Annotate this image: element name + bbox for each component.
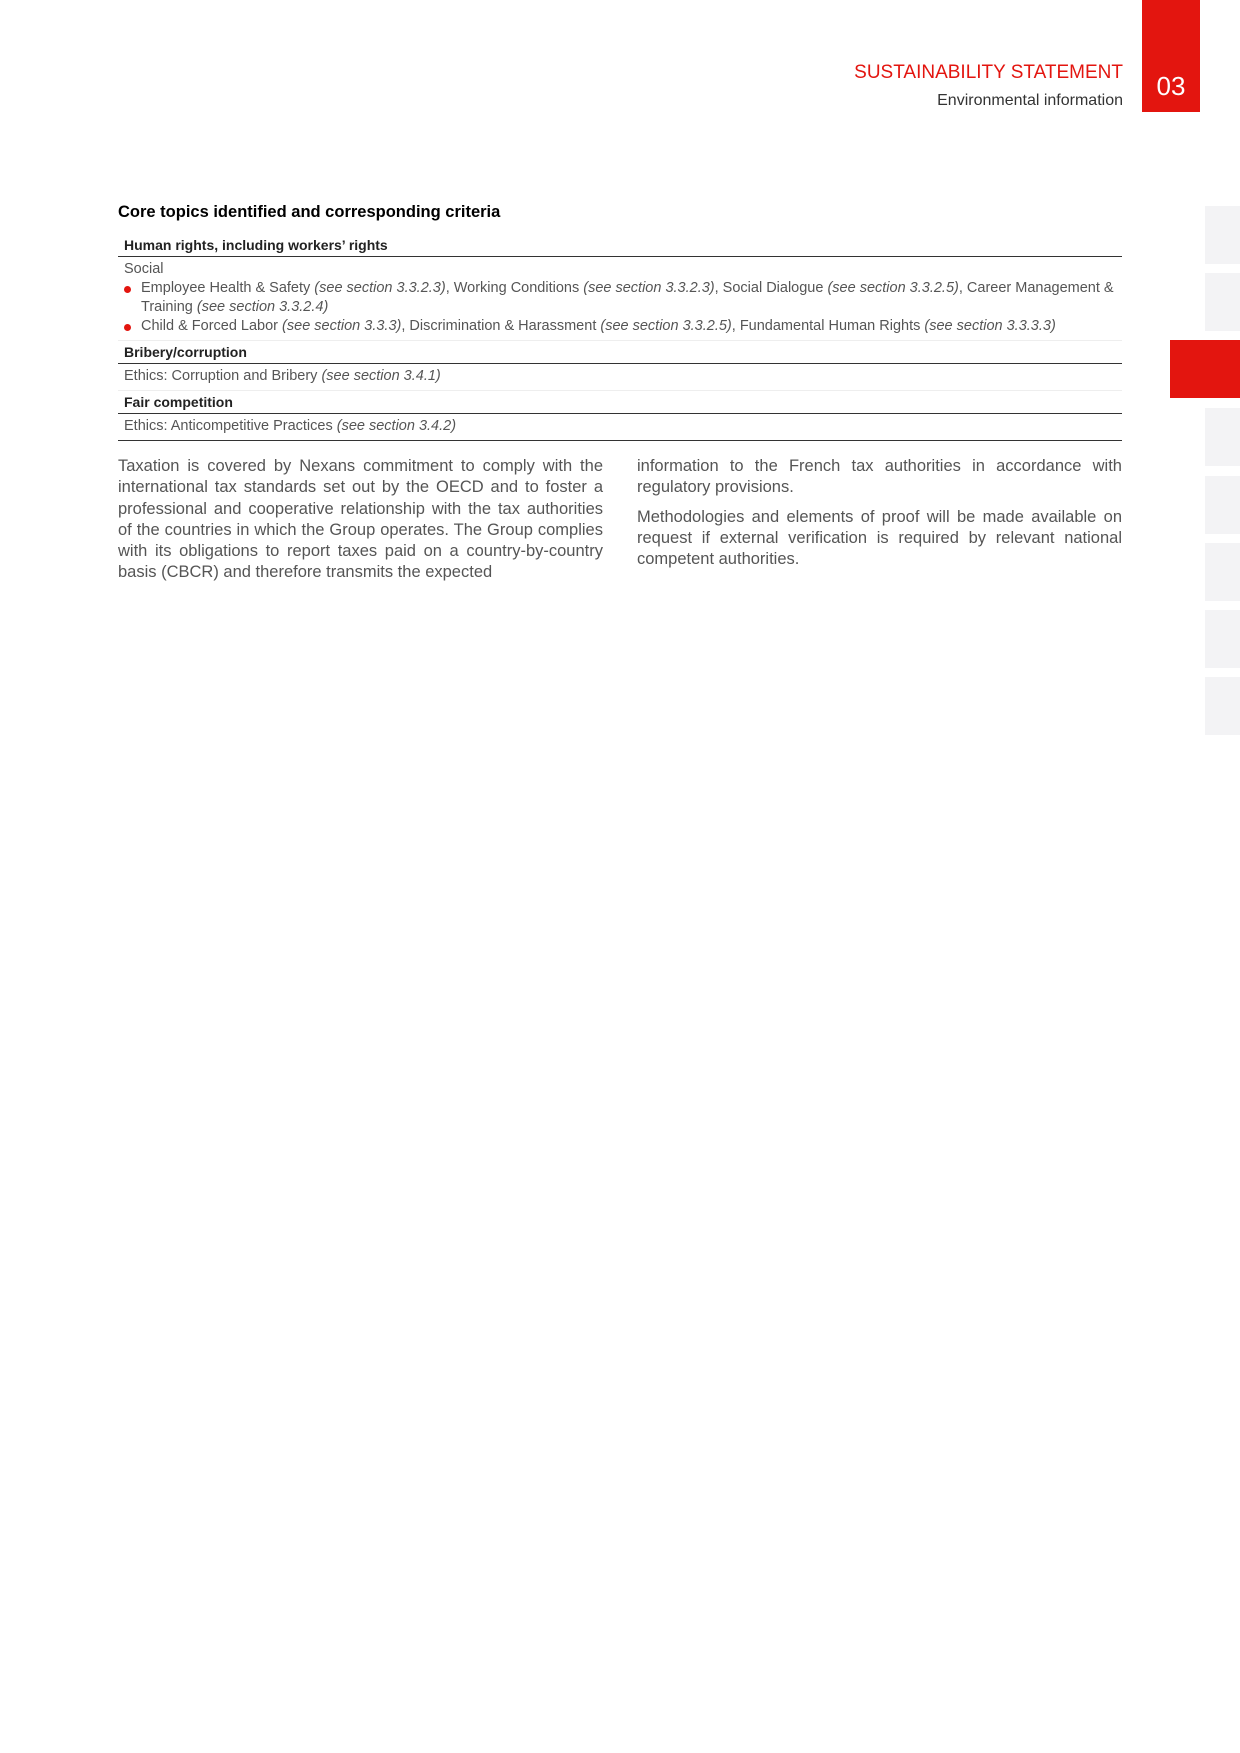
topic-text: Ethics: Anticompetitive Practices [124,418,337,434]
header-subtitle: Environmental information [937,92,1123,109]
section-title: Core topics identified and corresponding criteria [118,203,501,221]
topic-category: Social [124,261,164,277]
body-paragraph: Taxation is covered by Nexans commitment to comply with the international tax standards set out by the OECD and to foster a professional and cooperative relationship with the tax authorities of the countries in which the Group operates. The Group complies with its obligations to report taxes paid on a country-by-country basis (CBCR) and therefore transmits the expected [118,457,603,582]
bullet-text: Child & Forced Labor [141,318,283,334]
bullet-text: , Fundamental Human Rights [731,318,925,334]
topic-body-human-rights [118,257,1122,341]
bullet-icon [124,324,131,331]
side-nav-tab-5[interactable] [1205,476,1240,534]
bullet-text: , Discrimination & Harassment [401,318,601,334]
bullet-text: Employee Health & Safety [141,280,315,296]
body-paragraph: Methodologies and elements of proof will be made available on request if external verification is required by relevant national competent authorities. [637,507,1122,569]
topics-table [118,234,1122,441]
topic-body-bribery [118,364,1122,391]
body-text-columns [118,456,1122,592]
topic-bullet-list [124,279,1116,336]
section-reference: (see section 3.3.2.4) [196,299,329,315]
topic-heading-bribery: Bribery/corruption [118,341,1122,364]
bullet-icon [124,286,131,293]
section-reference: (see section 3.4.2) [336,418,457,434]
body-paragraph: information to the French tax authorities in accordance with regulatory provisions. [637,457,1122,497]
side-nav-tab-7[interactable] [1205,610,1240,668]
side-nav-tab-2[interactable] [1205,273,1240,331]
section-reference: (see section 3.3.2.3) [314,280,446,296]
topic-body-fair-competition [118,414,1122,441]
side-nav-tab-8[interactable] [1205,677,1240,735]
body-column-left [118,456,603,592]
section-reference: (see section 3.3.2.3) [583,280,715,296]
header-title: SUSTAINABILITY STATEMENT [854,62,1123,83]
bullet-text: , Career Management & Training [141,280,1114,315]
bullet-text: , Working Conditions [445,280,584,296]
side-nav-tab-6[interactable] [1205,543,1240,601]
section-reference: (see section 3.4.1) [321,368,441,384]
section-reference: (see section 3.3.3) [282,318,402,334]
bullet-text: , Social Dialogue [714,280,828,296]
section-reference: (see section 3.3.3.3) [924,318,1056,334]
side-nav-tab-4[interactable] [1205,408,1240,466]
bullet-item [124,279,1116,317]
chapter-number-tab[interactable]: 03 [1142,0,1200,112]
topic-heading-fair-competition: Fair competition [118,391,1122,414]
side-nav-tab-1[interactable] [1205,206,1240,264]
main-content [118,203,1122,592]
section-reference: (see section 3.3.2.5) [600,318,732,334]
topic-text: Ethics: Corruption and Bribery [124,368,322,384]
section-reference: (see section 3.3.2.5) [827,280,959,296]
topic-heading-human-rights: Human rights, including workers’ rights [118,234,1122,257]
bullet-item [124,317,1116,336]
body-column-right [637,456,1122,592]
side-nav-tab-3-active[interactable] [1170,340,1240,398]
